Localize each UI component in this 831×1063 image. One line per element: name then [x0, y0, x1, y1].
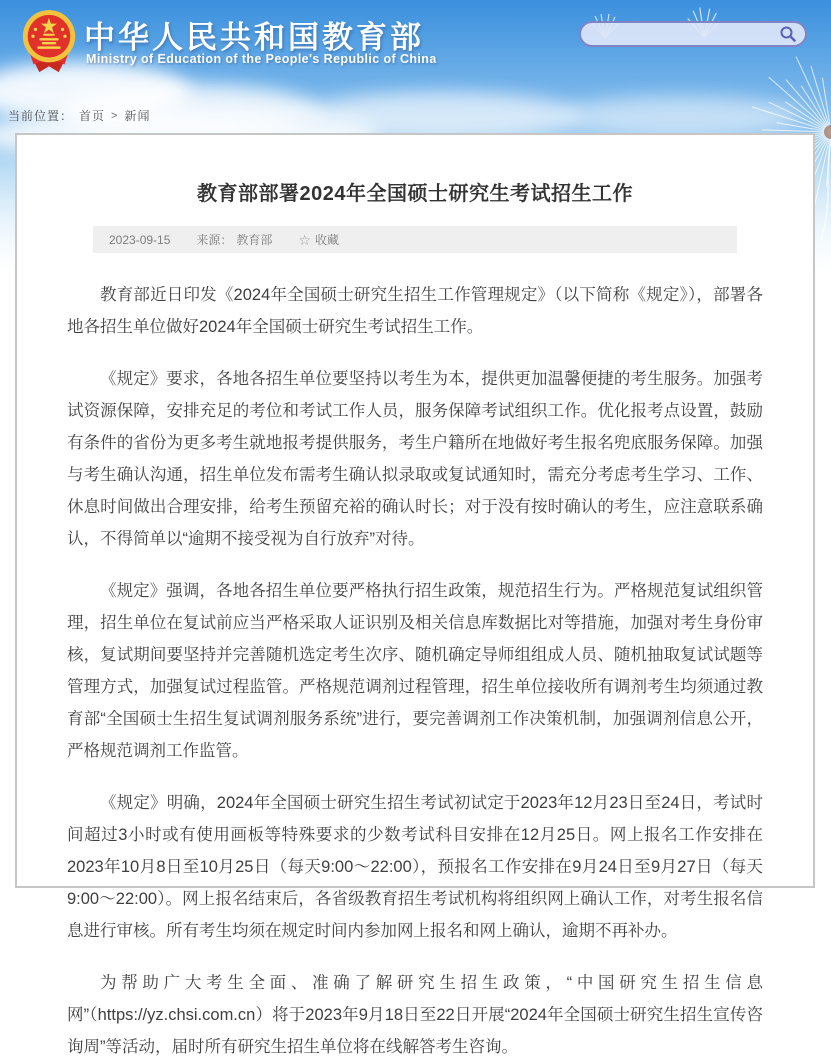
star-icon: ☆	[298, 231, 311, 248]
header-logo[interactable]	[18, 8, 80, 78]
search-input[interactable]	[593, 24, 777, 44]
breadcrumb-news-link[interactable]: 新闻	[124, 109, 151, 123]
breadcrumb-home-link[interactable]: 首页	[79, 109, 106, 123]
article-source	[196, 231, 272, 248]
article-meta-bar	[93, 226, 737, 253]
article-paragraph: 《规定》强调，各地各招生单位要严格执行招生政策，规范招生行为。严格规范复试组织管理，招生单位在复试前应当严格采取人证识别及相关信息库数据比对等措施，加强对考生身份审核，复试期间要坚持并完善随机选定考生次序、随机确定导师组组成人员、随机抽取复试试题等管理方式，加强复试过程监管。严格规范调剂过程管理，招生单位接收所有调剂考生均须通过教育部“全国硕士生招生复试调剂服务系统”进行，要完善调剂工作决策机制，加强调剂信息公开，严格规范调剂工作监管。	[67, 582, 763, 760]
breadcrumb-separator: >	[111, 109, 119, 122]
article-paragraph: 为帮助广大考生全面、准确了解研究生招生政策，“中国研究生招生信息网”（https://yz.chsi.com.cn）将于2023年9月18日至22日开展“2024年全国硕士研究生招生宣传咨询周”等活动，届时所有研究生招生单位将在线解答考生咨询。	[67, 974, 763, 1056]
article-body	[67, 279, 763, 1063]
article-paragraph: 教育部近日印发《2024年全国硕士研究生招生工作管理规定》（以下简称《规定》），部署各地各招生单位做好2024年全国硕士研究生考试招生工作。	[67, 286, 763, 336]
source-label: 来源：	[196, 233, 233, 247]
favorite-label: 收藏	[314, 233, 339, 247]
favorite-button[interactable]	[298, 231, 339, 248]
breadcrumb-label: 当前位置：	[8, 109, 74, 123]
cloud-decoration	[560, 96, 800, 136]
search-box	[579, 21, 807, 47]
source-value: 教育部	[236, 233, 273, 247]
article-title: 教育部部署2024年全国硕士研究生考试招生工作	[197, 183, 633, 205]
site-title: 中华人民共和国教育部	[84, 20, 424, 55]
article-container	[15, 133, 815, 1056]
article-date: 2023-09-15	[109, 232, 171, 247]
search-button[interactable]	[777, 23, 799, 45]
article-paragraph: 《规定》明确，2024年全国硕士研究生招生考试初试定于2023年12月23日至24日，考试时间超过3小时或有使用画板等特殊要求的少数考试科目安排在12月25日。网上报名工作安排在2023年10月8日至10月25日（每天9:00～22:00），预报名工作安排在9月24日至9月27日（每天9:00～22:00）。网上报名结束后，各省级教育招生考试机构将组织网上确认工作，对考生报名信息进行审核。所有考生均须在规定时间内参加网上报名和网上确认，逾期不再补办。	[67, 794, 763, 940]
site-subtitle: Ministry of Education of the People's Republic of China	[86, 52, 437, 66]
breadcrumb	[8, 107, 150, 124]
site-header	[0, 0, 831, 100]
article-paragraph: 《规定》要求，各地各招生单位要坚持以考生为本，提供更加温馨便捷的考生服务。加强考试资源保障，安排充足的考位和考试工作人员，服务保障考试组织工作。优化报考点设置，鼓励有条件的省份为更多考生就地报考提供服务，考生户籍所在地做好考生报名兜底服务保障。加强与考生确认沟通，招生单位发布需考生确认拟录取或复试通知时，需充分考虑考生学习、工作、休息时间做出合理安排，给考生预留充裕的确认时长；对于没有按时确认的考生，应注意联系确认，不得简单以“逾期不接受视为自行放弃”对待。	[67, 370, 763, 548]
search-icon	[779, 25, 797, 43]
national-emblem-icon	[18, 8, 80, 78]
